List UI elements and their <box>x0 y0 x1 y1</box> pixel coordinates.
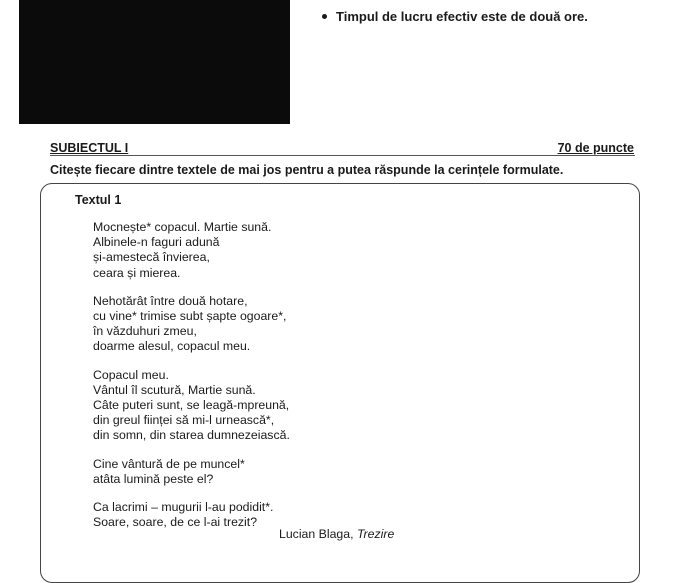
text-heading: Textul 1 <box>75 193 122 207</box>
poem-stanza <box>93 220 290 281</box>
subject-points: 70 de puncte <box>557 141 634 155</box>
poem-line: atâta lumină peste el? <box>93 471 214 486</box>
poem-line: cu vine* trimise subt șapte ogoare*, <box>93 309 287 324</box>
poem-line: Mocnește* copacul. Martie sună. <box>93 220 272 234</box>
time-instruction-text: Timpul de lucru efectiv este de două ore. <box>336 9 588 24</box>
poem-attribution <box>279 527 394 541</box>
poem-line: Copacul meu. <box>93 367 169 382</box>
poem <box>93 220 290 543</box>
poem-line: în văzduhuri zmeu, <box>93 324 197 339</box>
poem-line: Cine vântură de pe muncel* <box>93 456 245 471</box>
subject-divider <box>50 155 635 156</box>
poem-line: doarme alesul, copacul meu. <box>93 339 251 354</box>
bullet-icon <box>322 14 327 19</box>
subject-title: SUBIECTUL I <box>50 141 129 155</box>
poem-line: Nehotărât între două hotare, <box>93 293 248 308</box>
poem-line: din greul ființei să mi-l urnească*, <box>93 413 275 428</box>
poem-line: Câte puteri sunt, se leagă-mpreună, <box>93 398 290 413</box>
poem-stanza <box>93 500 290 530</box>
poem-line: din somn, din starea dumnezeiască. <box>93 428 290 443</box>
poem-title: Trezire <box>356 527 395 541</box>
task-instruction: Citește fiecare dintre textele de mai jos pentru a putea răspunde la cerințele formulate. <box>50 163 564 177</box>
poem-stanza <box>93 368 290 444</box>
poem-stanza <box>93 457 290 487</box>
poem-author: Lucian Blaga, <box>279 527 354 541</box>
poem-line: Vântul îl scutură, Martie sună. <box>93 382 256 397</box>
poem-stanza <box>93 294 290 355</box>
poem-line: Soare, soare, de ce l-ai trezit? <box>93 515 258 530</box>
poem-line: și-amestecă învierea, <box>93 250 210 265</box>
redacted-block <box>19 0 290 124</box>
poem-line: Ca lacrimi – mugurii l-au podidit*. <box>93 500 274 515</box>
time-instruction <box>322 9 588 24</box>
poem-line: ceara și mierea. <box>93 265 181 280</box>
poem-line: Albinele-n faguri adună <box>93 235 220 250</box>
